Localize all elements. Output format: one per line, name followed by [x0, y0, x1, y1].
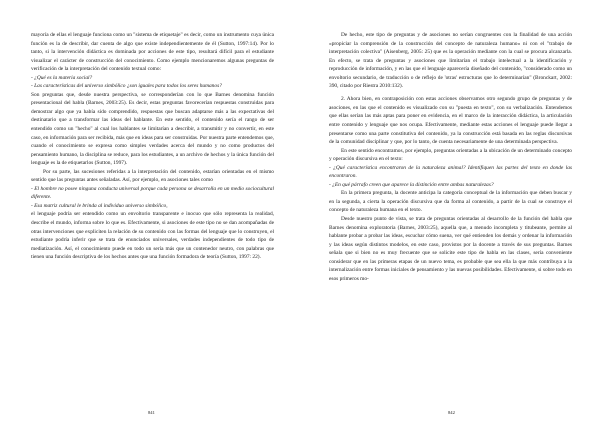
left-page-text-column: [31, 31, 274, 262]
body-paragraph: En este sentido encontramos, por ejemplo, preguntas orientadas a la ubicación de un determinado concepto y operación discursiva en el texto:: [329, 147, 572, 163]
example-quote: - Esa matriz cultural le brinda al individuo universo simbólico,: [31, 202, 168, 209]
example-quote: - ¿Qué característica encontraron de la naturaleza animal? Identifiquen las partes del texto en donde las encontraron.: [329, 164, 572, 180]
body-paragraph: Desde nuestro punto de vista, se trata de preguntas orientadas al desarrollo de la función del habla que Barnes denomina exploratoria (Barnes, 2003:25), aquella que, a menudo incompleta y titubeante, permite al hablante probar a probar las ideas, escuchar cómo suena, ver qué entienden los demás y ordenar la información y las ideas según distintos modelos, en este caso, provistos por la docente a través de sus preguntas. Barnes señala que si bien no es muy frecuente que se solicite este tipo de habla en las clases, sería conveniente considerar que en las primeras etapas de un nuevo tema, es probable que sea ella la que más contribuya a la internalización entre formas iniciales de pensamiento y las nuevas posibilidades. Efectivamente, si sobre todo en esos primeros mo-: [329, 215, 572, 282]
right-page: [300, 0, 600, 424]
left-page-number: 841: [148, 410, 155, 415]
right-page-number: 842: [448, 410, 455, 415]
body-paragraph: Por su parte, las sucesiones referidas a la interpretación del contenido, estarían orientadas en el mismo sentido que las preguntas antes señaladas. Así, por ejemplo, en asociones tales como: [31, 168, 274, 184]
body-paragraph: En la primera pregunta, la docente anticipa la categoría conceptual de la información que deben buscar y en la segunda, a cierta la operación discursiva que da forma al contenido, a partir de la cual se construye el concepto de naturaleza humana en el texto.: [329, 190, 572, 214]
example-quote: - Las características del universo simbólico ¿son iguales para todos los seres humanos?: [31, 83, 222, 90]
example-quote: - ¿En qué párrafo creen que aparece la distinción entre ambas naturalezas?: [329, 181, 494, 188]
right-page-text-column: [329, 31, 572, 283]
body-paragraph: De hecho, este tipo de preguntas y de asociones no serían congruentes con la finalidad de una acción «propiciar la comprensión de la construcción del concepto de naturaleza humano» ni con el "trabajo de interpretación colectiva" (Aisenberg, 2005: 25) que es la operación mediante con la cual se procura alcanzarla. En efecto, se trata de preguntas y asociones que limitarían el trabajo intelectual a la identificación y reproducción de información, y en las que el lenguaje aparecería diseñado del contenido, "considerado como un envoltorio secundario, de traducción o de reflejo de 'otras' estructuras que lo determinarían" (Bronckart, 2002: 390, citado por Riestra 2010:132).: [329, 32, 572, 90]
body-paragraph: mayoría de ellas el lenguaje funciona como un "sistema de etiquetaje" es decir, como un instrumento cuya única función es la de describir, dar cuenta de algo que existe independientemente de él (Sutton, 1997:14). Por lo tanto, si la intervención didáctica es dominada por acciones de este tipo, resultará difícil para el estudiante visualizar el carácter de construcción del conocimiento. Como ejemplo mencionaremos algunas preguntas de verificación de la interpretación del contenido textual como:: [31, 32, 274, 73]
body-paragraph: el lenguaje podría ser entendido como un envoltorio transparente e inocuo que sólo representa la realidad, describe el mundo, informa sobre lo que es. Efectivamente, si asociones de este tipo no se dan acompañadas de otras intervenciones que expliciten la relación de su contenido con las formas del lenguaje que lo construyen, el estudiante podría inferir que se trata de enunciados universales, verdades independientes de todo tipo de mediatización. Así, el conocimiento puede en todo un sería más que un contenedor neutro, con palabras que tienen una función descriptiva de los hechos antes que una función formadora de teoría (Sutton, 1997: 22).: [31, 211, 274, 261]
body-paragraph: Son preguntas que, desde nuestra perspectiva, se corresponderían con lo que Barnes denomina función presentacional del habla (Barnes, 2003:25). Es decir, estas preguntas favorecerían respuestas construidas para demostrar algo que ya había sido comprendido, respuestas que buscan adaptarse más a las expectativas del destinatario que a transformar las ideas del hablante. En este sentido, el contenido sería el rango de ser entendido como un "hecho" al cual los hablantes se limitarían a describir, a transmitir y no convertir, en este caso, en información para ser recibida, más que en ideas para ser construidas. Por nuestra parte entendemos que, cuando el conocimiento se expresa como simples verdades acerca del mundo y no como productos del pensamiento humano, la disciplina se reduce, para los estudiantes, a un archivo de hechos y la única función del lenguaje es la de etiquetarlos (Sutton, 1997).: [31, 91, 274, 167]
example-quote: - El hombre no posee ninguna conducta universal porque cada persona se desarrolla en un medio sociocultural diferente.: [31, 185, 274, 201]
example-quote: - ¿Qué es la materia social?: [31, 74, 93, 81]
body-paragraph: 2. Ahora bien, en contraposición con estas acciones observamos otro segundo grupo de preguntas y de asociones, en las que el contenido es visualizado con su "puesta en texto", con su verbalización. Entendemos que ellas serían las más aptas para poner en evidencia, en el marco de la interacción didáctica, la articulación entre contenido y lenguaje que nos ocupa. Efectivamente, mediante estas acciones el lenguaje puede llegar a presentarse como una parte constitutiva del contenido, ya la construcción está basada en las reglas discursivas de la comunidad disciplinar y que, por lo tanto, de cuenta necesariamente de una determinada perspectiva.: [329, 96, 572, 146]
